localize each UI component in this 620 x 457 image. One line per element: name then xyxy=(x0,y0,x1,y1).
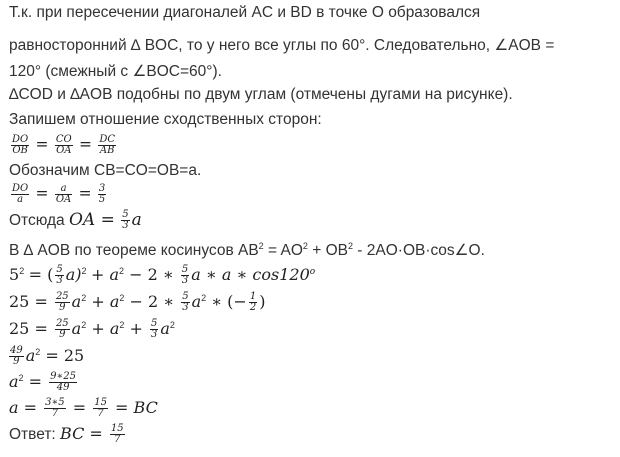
equation-line-14: $\frac{49}{9}$ $a^2 = 25$ xyxy=(10,345,85,368)
text-line-7: Обозначим CB=CO=OB=a. xyxy=(9,162,202,179)
fraction-do-a: $\frac{DO}{a}$ xyxy=(12,183,29,205)
fraction-do-ob: $\frac{DO}{OB}$ xyxy=(12,134,29,156)
oa-result-line: Отсюда OA = $\frac{5}{3}$ a xyxy=(9,209,142,232)
fraction-co-oa: $\frac{CO}{OA}$ xyxy=(55,134,72,156)
equation-line-12: 25 = $\frac{25}{9}$ $a^2 + a^2 - 2$ ∗ $\frac{5}{3}$ $a^2$ ∗ (− $\frac{1}{2}$ ) xyxy=(9,291,266,314)
text-line-2: равносторонний ∆ BOC, то у него все углы по 60°. Следовательно, ∠AOB = xyxy=(9,37,555,54)
equation-line-15: $a^2$ = $\frac{9∗25}{49}$ xyxy=(9,371,77,394)
text-line-1: Т.к. при пересечении диагоналей AC и BD в точке O образовался xyxy=(9,4,481,21)
fraction-dc-ab: $\frac{DC}{AB}$ xyxy=(99,134,115,156)
fraction-3-5: $\frac{3}{5}$ xyxy=(98,183,106,205)
fraction-5-3: $\frac{5}{3}$ xyxy=(122,209,129,232)
equation-line-16: a = $\frac{3∗5}{7}$ = $\frac{15}{7}$ = BC xyxy=(9,397,158,420)
answer-line: Ответ: BC = $\frac{15}{7}$ xyxy=(9,423,124,446)
substitution-equation: $\frac{DO}{a}$ = $\frac{a}{OA}$ = $\frac{3}{5}$ xyxy=(12,183,106,205)
equation-line-13: 25 = $\frac{25}{9}$ $a^2 + a^2$ + $\frac{5}{3}$ $a^2$ xyxy=(9,318,175,341)
ratio-equation: $\frac{DO}{OB}$ = $\frac{CO}{OA}$ = $\frac{DC}{AB}$ xyxy=(12,134,115,156)
equation-line-11: $5^2$ = ( $\frac{5}{3}$ $a)^2 + a^2 - 2$ ∗ $\frac{5}{3}$ a ∗ a ∗ cos120$^o$ xyxy=(9,264,316,287)
fraction-a-oa: $\frac{a}{OA}$ xyxy=(55,183,72,205)
text-line-5: Запишем отношение сходственных сторон: xyxy=(9,111,322,128)
text-line-3: 120° (смежный с ∠BOC=60°). xyxy=(9,63,222,80)
text-line-4: ∆COD и ∆AOB подобны по двум углам (отмечены дугами на рисунке). xyxy=(9,86,513,103)
cosine-law-line: В ∆ AOB по теореме косинусов $AB^2 = AO^2 + OB^2$ - 2AO·OB·cos∠O. xyxy=(9,241,485,259)
